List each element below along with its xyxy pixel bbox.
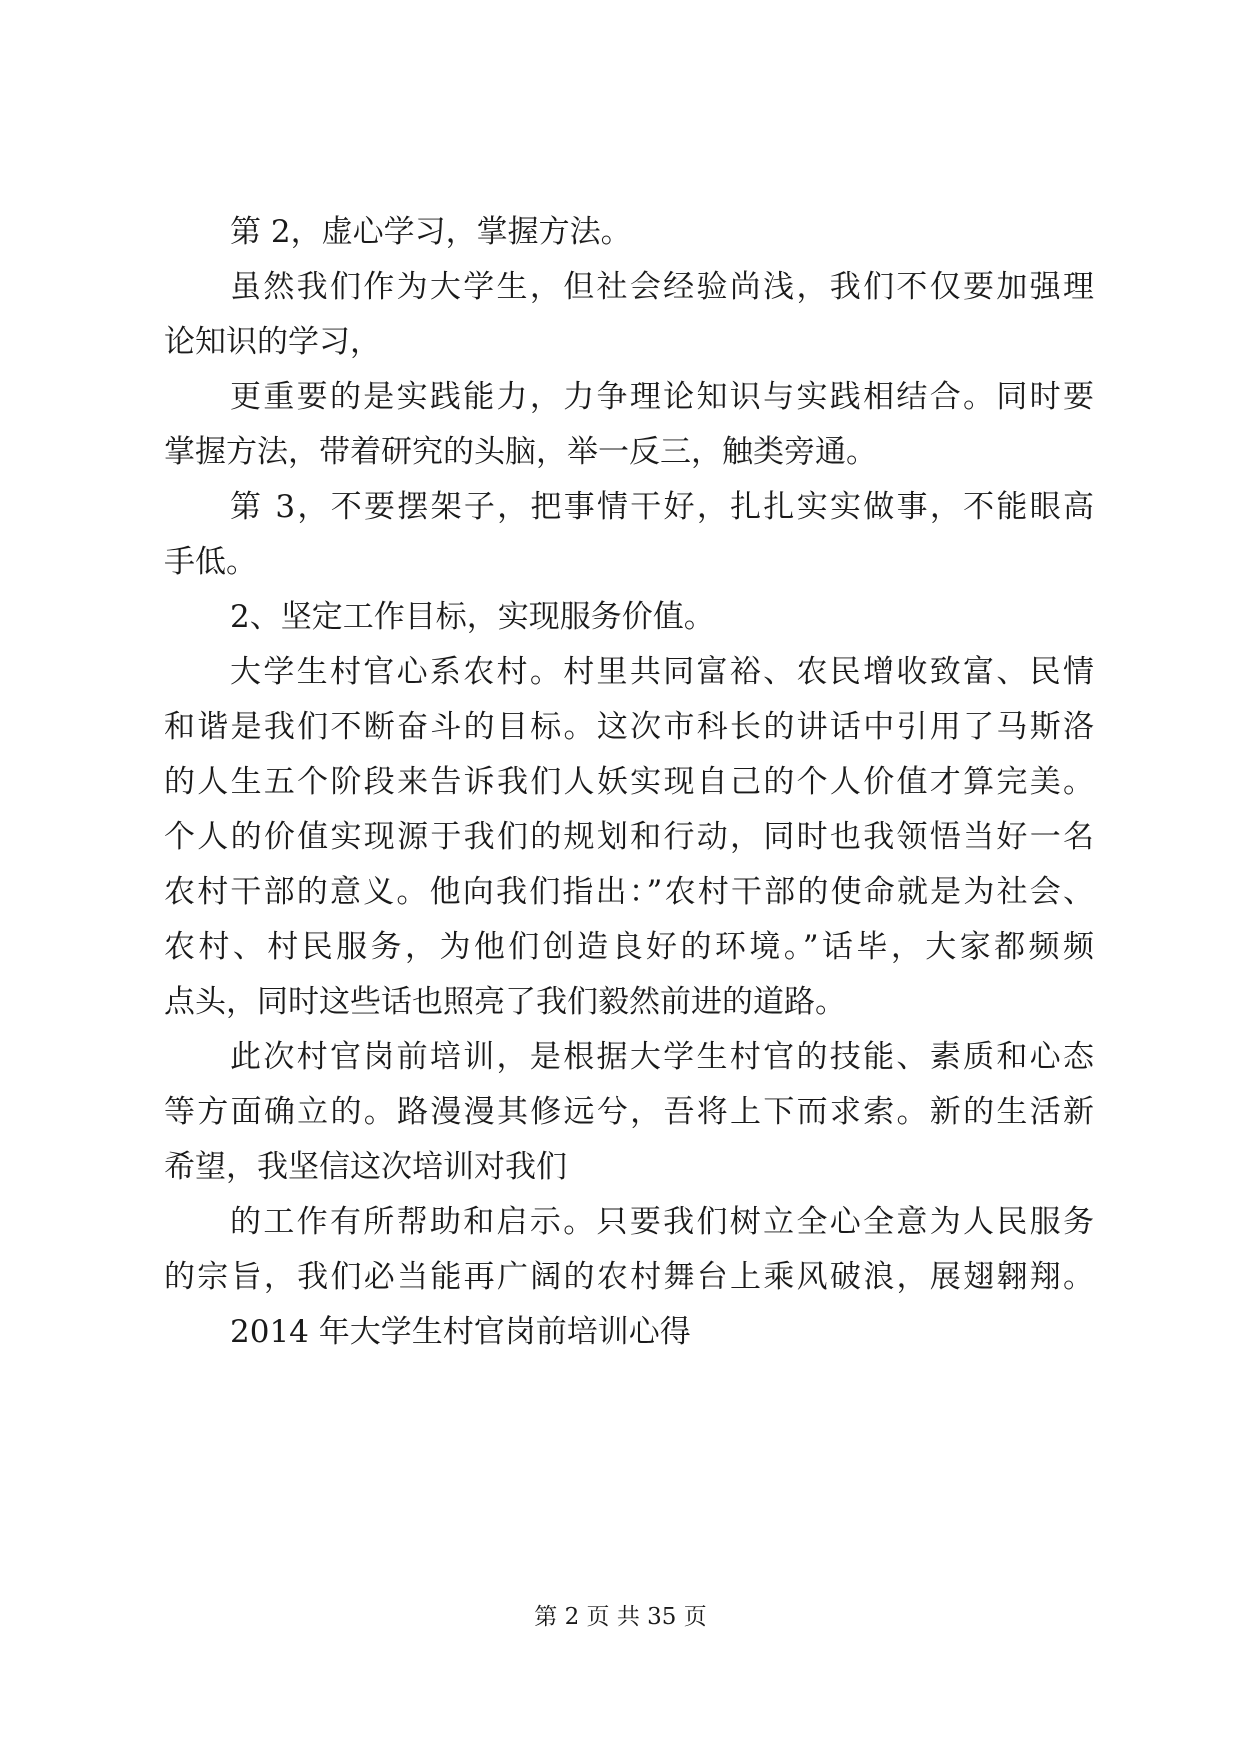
text-line: 大学生村官心系农村。村里共同富裕、农民增收致富、民情 bbox=[230, 654, 1094, 690]
text-line: 农村干部的意义。他向我们指出：”农村干部的使命就是为社会、 bbox=[164, 874, 1094, 910]
text-line: 更重要的是实践能力，力争理论知识与实践相结合。同时要 bbox=[230, 379, 1094, 415]
text-line: 第 3，不要摆架子，把事情干好，扎扎实实做事，不能眼高 bbox=[230, 489, 1094, 525]
text-line: 的工作有所帮助和启示。只要我们树立全心全意为人民服务 bbox=[230, 1204, 1094, 1240]
text-line: 个人的价值实现源于我们的规划和行动，同时也我领悟当好一名 bbox=[164, 819, 1094, 855]
text-line: 点头，同时这些话也照亮了我们毅然前进的道路。 bbox=[164, 984, 846, 1020]
text-line: 手低。 bbox=[164, 544, 257, 580]
text-line: 2014 年大学生村官岗前培训心得 bbox=[230, 1314, 691, 1350]
text-line: 掌握方法，带着研究的头脑，举一反三，触类旁通。 bbox=[164, 434, 877, 470]
text-line: 希望，我坚信这次培训对我们 bbox=[164, 1149, 567, 1185]
page-number-footer: 第 2 页 共 35 页 bbox=[534, 1604, 707, 1630]
text-line: 的人生五个阶段来告诉我们人妖实现自己的个人价值才算完美。 bbox=[164, 764, 1094, 800]
text-line: 此次村官岗前培训，是根据大学生村官的技能、素质和心态 bbox=[230, 1039, 1094, 1075]
text-line: 论知识的学习， bbox=[164, 324, 381, 360]
text-line: 农村、村民服务，为他们创造良好的环境。”话毕，大家都频频 bbox=[164, 929, 1094, 965]
text-line: 和谐是我们不断奋斗的目标。这次市科长的讲话中引用了马斯洛 bbox=[164, 709, 1094, 745]
text-line: 虽然我们作为大学生，但社会经验尚浅，我们不仅要加强理 bbox=[230, 269, 1094, 305]
text-line: 等方面确立的。路漫漫其修远兮，吾将上下而求索。新的生活新 bbox=[164, 1094, 1094, 1130]
text-line: 2、坚定工作目标，实现服务价值。 bbox=[230, 599, 715, 635]
text-line: 第 2，虚心学习，掌握方法。 bbox=[230, 214, 632, 250]
text-line: 的宗旨，我们必当能再广阔的农村舞台上乘风破浪，展翅翱翔。 bbox=[164, 1259, 1094, 1295]
